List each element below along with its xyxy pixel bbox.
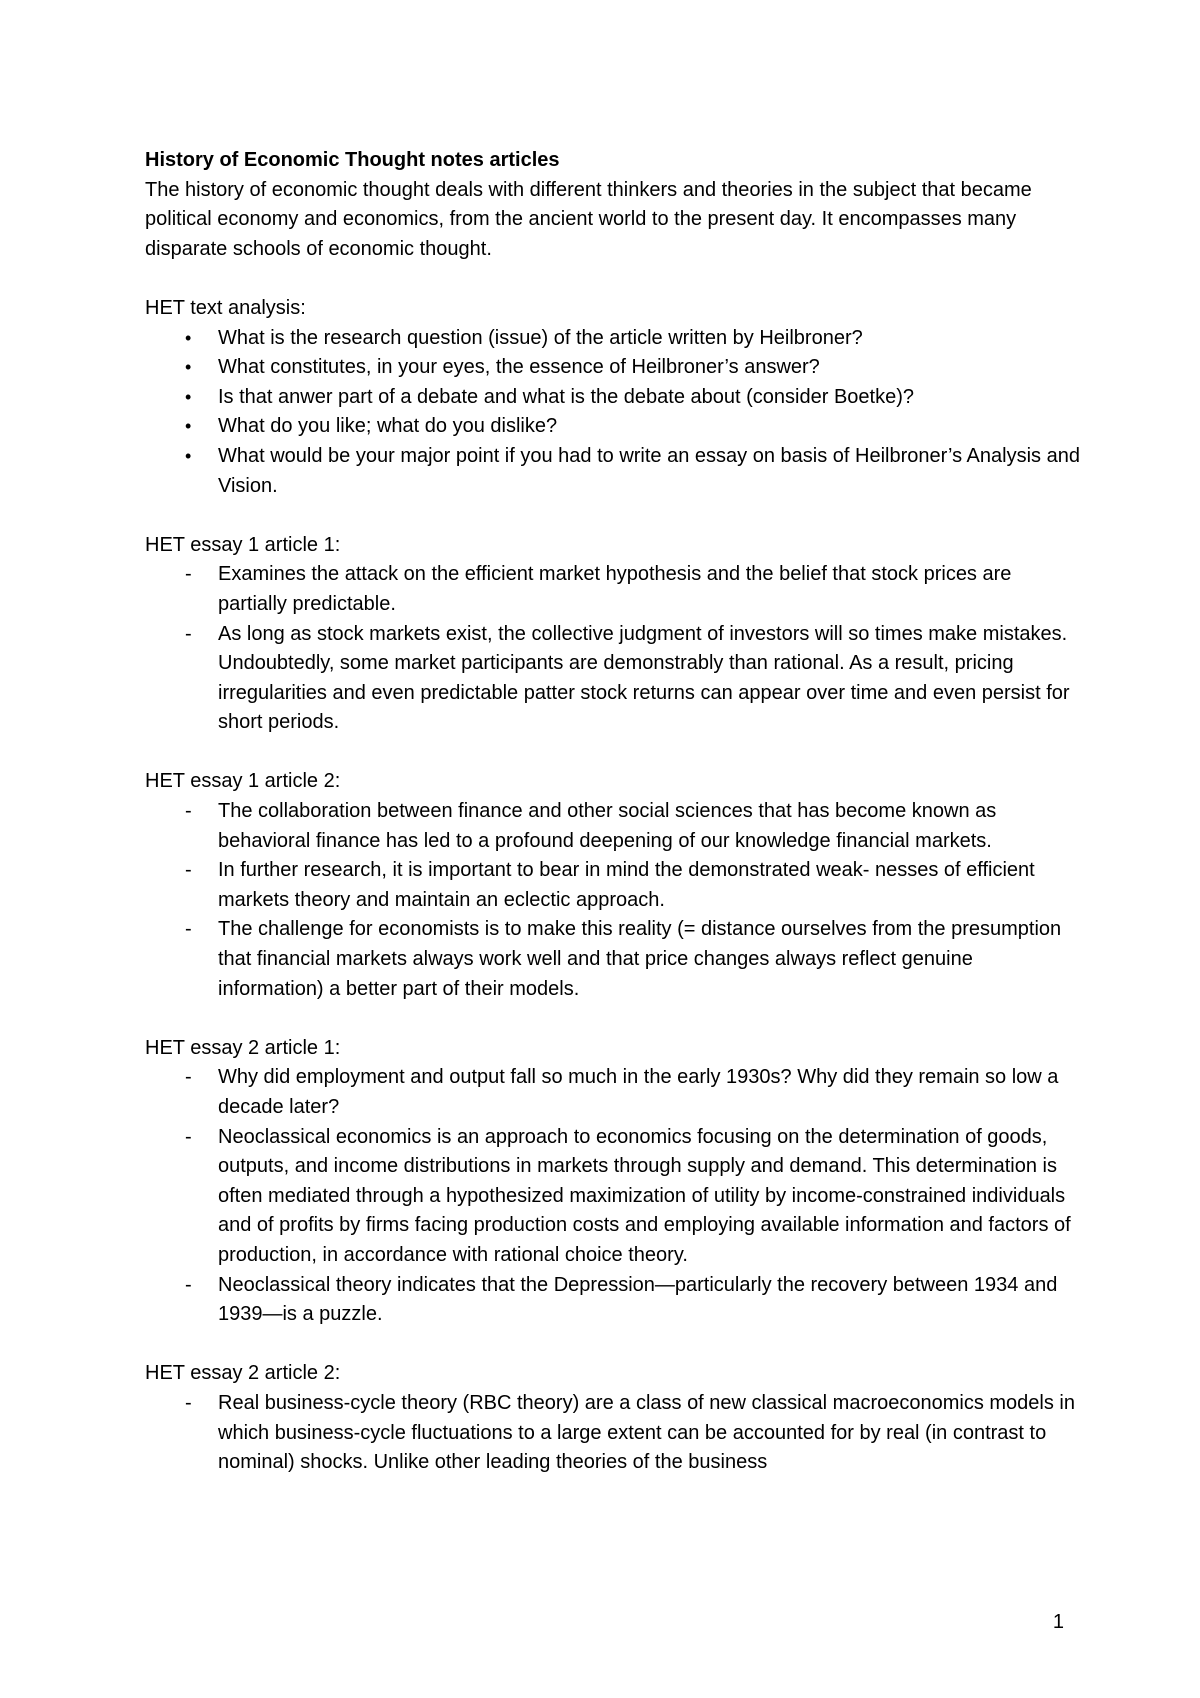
list-item-text: Neoclassical theory indicates that the Depression—particularly the recovery between 1934 and 1939—is a puzzle. xyxy=(218,1273,1058,1326)
list-item xyxy=(145,1271,1080,1330)
section-heading-het-text-analysis: HET text analysis: xyxy=(145,296,306,319)
dash-marker: - xyxy=(185,1125,192,1148)
list-item-text: Why did employment and output fall so much in the early 1930s? Why did they remain so low a decade later? xyxy=(218,1066,1059,1118)
list-item xyxy=(145,856,1080,915)
dash-marker: - xyxy=(185,918,192,941)
bullet-marker: • xyxy=(185,416,192,437)
section-heading-essay-2-article-2: HET essay 2 article 2: xyxy=(145,1362,341,1385)
section-heading-essay-1-article-2: HET essay 1 article 2: xyxy=(145,770,341,793)
document-body xyxy=(145,146,1080,1478)
list-item-text: What constitutes, in your eyes, the essence of Heilbroner’s answer? xyxy=(218,356,820,379)
dash-marker: - xyxy=(185,1391,192,1414)
bullet-marker: • xyxy=(185,386,192,407)
list-item xyxy=(145,915,1080,1004)
list-item xyxy=(145,1389,1080,1478)
intro-paragraph: The history of economic thought deals with different thinkers and theories in the subject that became political economy and economics, from the ancient world to the present day. It encompasses many disparate schools of economic thought. xyxy=(145,178,1032,260)
list-item xyxy=(145,442,1080,501)
list-item xyxy=(145,324,1080,354)
dash-marker: - xyxy=(185,1066,192,1089)
page-number: 1 xyxy=(1052,1611,1064,1633)
blank-line xyxy=(145,1330,1080,1360)
list-item-text: As long as stock markets exist, the collective judgment of investors will so times make mistakes. Undoubtedly, some market participants are demonstrably than rational. As a result, pricing irregularities and even predictable patter stock returns can appear over time and even persist for short periods. xyxy=(218,622,1070,734)
list-item-text: In further research, it is important to bear in mind the demonstrated weak- nesses of efficient markets theory and maintain an eclectic approach. xyxy=(218,859,1035,911)
dash-list xyxy=(145,797,1080,1004)
section-heading-essay-1-article-1: HET essay 1 article 1: xyxy=(145,533,341,556)
list-item-text: Is that anwer part of a debate and what is the debate about (consider Boetke)? xyxy=(218,385,915,408)
list-item xyxy=(145,1063,1080,1122)
list-item xyxy=(145,797,1080,856)
document-title: History of Economic Thought notes articles xyxy=(145,149,560,171)
list-item xyxy=(145,353,1080,383)
blank-line xyxy=(145,738,1080,768)
list-item-text: What would be your major point if you had to write an essay on basis of Heilbroner’s Analysis and Vision. xyxy=(218,444,1080,497)
list-item-text: Real business-cycle theory (RBC theory) are a class of new classical macroeconomics models in which business-cycle fluctuations to a large extent can be accounted for by real (in contrast to nominal) shocks. Unlike other leading theories of the business xyxy=(218,1391,1075,1474)
dash-marker: - xyxy=(185,622,192,645)
dash-marker: - xyxy=(185,859,192,882)
list-item-text: What do you like; what do you dislike? xyxy=(218,415,558,438)
dash-list xyxy=(145,1063,1080,1329)
bullet-marker: • xyxy=(185,445,192,466)
blank-line xyxy=(145,1004,1080,1034)
list-item xyxy=(145,383,1080,413)
dash-list xyxy=(145,1389,1080,1478)
list-item xyxy=(145,560,1080,619)
list-item-text: The challenge for economists is to make this reality (= distance ourselves from the presumption that financial markets always work well and that price changes always reflect genuine information) a better part of their models. xyxy=(218,918,1062,1000)
dash-marker: - xyxy=(185,800,192,823)
list-item-text: Neoclassical economics is an approach to economics focusing on the determination of goods, outputs, and income distributions in markets through supply and demand. This determination is often mediated through a hypothesized maximization of utility by income-constrained individuals and of profits by firms facing production costs and employing available information and factors of production, in accordance with rational choice theory. xyxy=(218,1125,1071,1266)
bullet-marker: • xyxy=(185,357,192,378)
bullet-list xyxy=(145,324,1080,502)
blank-line xyxy=(145,264,1080,294)
dash-list xyxy=(145,560,1080,738)
list-item xyxy=(145,412,1080,442)
dash-marker: - xyxy=(185,1273,192,1296)
list-item-text: Examines the attack on the efficient market hypothesis and the belief that stock prices are partially predictable. xyxy=(218,563,1012,615)
dash-marker: - xyxy=(185,563,192,586)
list-item xyxy=(145,620,1080,738)
blank-line xyxy=(145,501,1080,531)
list-item-text: What is the research question (issue) of the article written by Heilbroner? xyxy=(218,326,863,349)
bullet-marker: • xyxy=(185,327,192,348)
list-item xyxy=(145,1123,1080,1271)
section-heading-essay-2-article-1: HET essay 2 article 1: xyxy=(145,1036,341,1059)
list-item-text: The collaboration between finance and other social sciences that has become known as behavioral finance has led to a profound deepening of our knowledge financial markets. xyxy=(218,800,997,852)
